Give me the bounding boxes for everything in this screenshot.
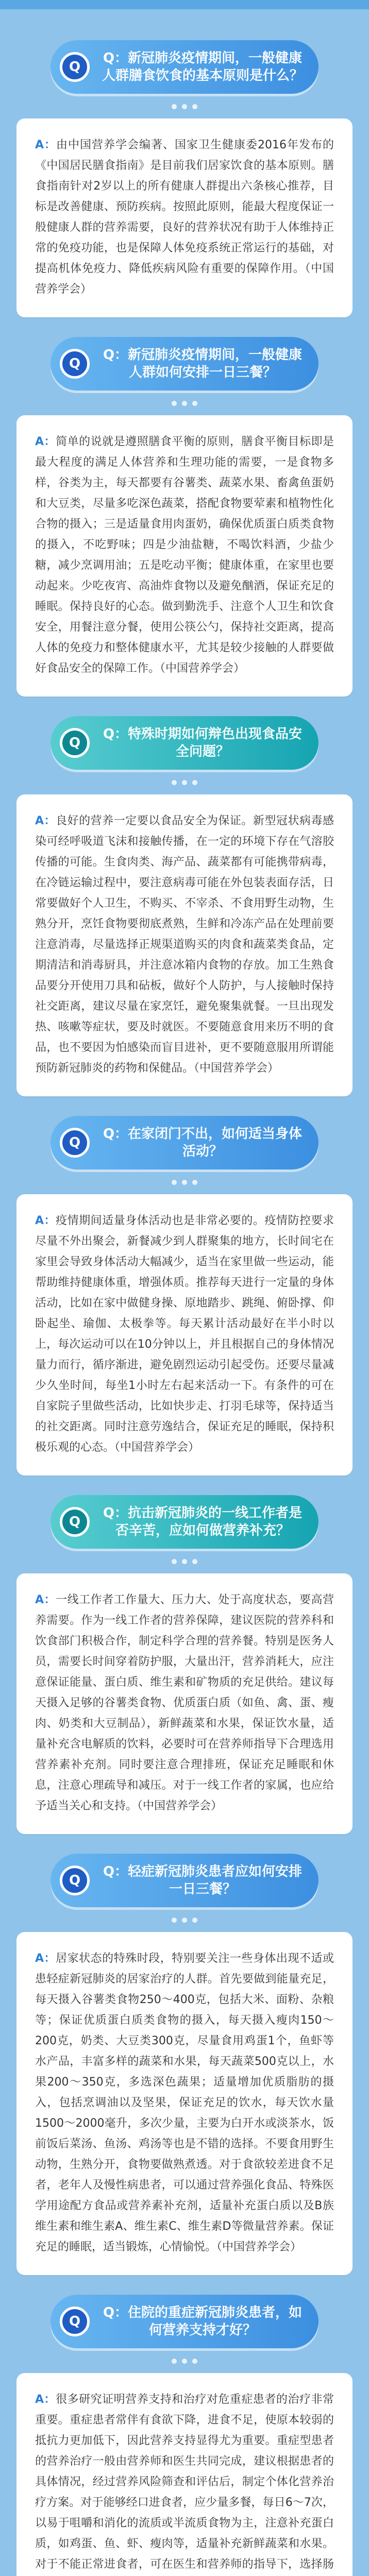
question-banner [51, 337, 318, 391]
question-banner [51, 1116, 318, 1170]
answer-prefix: A： [35, 139, 57, 151]
answer-text: 居家状态的特殊时段，特别要关注一些身体出现不适或患轻症新冠肺炎的居家治疗的人群。首先要做到能量充足，每天摄入谷薯类食物250～400克，包括大米、面粉、杂粮等；保证优质蛋白质类食物的摄入，每天摄入瘦肉150～200克，奶类、大豆类300克，尽量食用鸡蛋1个，鱼虾等水产品，丰富多样的蔬菜和水果，每天蔬菜500克以上，水果200～350克，多选深色蔬果；适量增加优质脂肪的摄入，包括烹调油以及坚果，保证充足的饮水，每天饮水量1500～2000毫升，多次少量，主要为白开水或淡茶水，饭前饭后菜汤、鱼汤、鸡汤等也是不错的选择。不要食用野生动物，生熟分开，食物要做熟煮透。对于食欲较差进食不足者，老年人及慢性病患者，可以通过营养强化食品、特殊医学用途配方食品或营养素补充剂，适量补充蛋白质以及B族维生素和维生素A、维生素C、维生素D等微量营养素。保证充足的睡眠，适当锻炼，心情愉悦。（中国营养学会） [35, 1952, 334, 2253]
question-badge-icon: Q [60, 1507, 90, 1537]
answer-card [16, 1932, 353, 2275]
question-badge-icon: Q [60, 349, 90, 379]
answer-prefix: A： [35, 815, 56, 827]
answer-card [16, 2373, 353, 2576]
question-text: Q：新冠肺炎疫情期间，一般健康人群膳食饮食的基本原则是什么？ [102, 50, 304, 83]
question-text: Q：在家闭门不出，如何适当身体活动？ [103, 1126, 303, 1159]
decor-dots [0, 104, 369, 109]
answer-prefix: A： [35, 1594, 56, 1606]
qa-section [0, 1495, 369, 1834]
question-banner [51, 40, 318, 94]
answer-text: 很多研究证明营养支持和治疗对危重症患者的治疗非常重要。重症患者常伴有食欲下降，进食不足，使原本较弱的抵抗力更加低下，因此营养支持显得尤为重要。重症型患者的营养治疗一般由营养师和医生共同完成，建议根据患者的具体情况，经过营养风险筛查和评估后，制定个体化营养治疗方案。对于能够经口进食者，应少量多餐，每日6～7次，以易于咀嚼和消化的流质或半流质食物为主，注意补充蛋白质，如鸡蛋、鱼、虾、瘦肉等，适量补充新鲜蔬菜和水果。对于不能正常进食者，可在医生和营养师的指导下，选择肠 [35, 2393, 334, 2571]
qa-section [0, 337, 369, 697]
answer-text: 良好的营养一定要以食品安全为保证。新型冠状病毒感染可经呼吸道飞沫和接触传播，在一定的环境下存在气溶胶传播的可能。生食肉类、海产品、蔬菜都有可能携带病毒，在冷链运输过程中，要注意病毒可能在外包装表面存活，日常要做好个人卫生，不购买、不宰杀、不食用野生动物，生熟分开，烹饪食物要彻底煮熟，生鲜和冷冻产品在处理前要注意消毒，尽量选择正规渠道购买的肉食和蔬菜类食品，定期清洁和消毒厨具，并注意冰箱内食物的存放。加工生熟食品要分开使用刀具和砧板，做好个人防护，与人接触时保持社交距离，建议尽量在家烹饪，避免聚集就餐。一旦出现发热、咳嗽等症状，要及时就医。不要随意食用来历不明的食品，也不要因为怕感染而盲目进补，更不要随意服用所谓能预防新冠肺炎的药物和保健品。（中国营养学会） [35, 815, 334, 1075]
decor-dots [0, 1559, 369, 1564]
answer-text: 简单的说就是遵照膳食平衡的原则，膳食平衡目标即是最大程度的满足人体营养和生理功能的需要，一是食物多样，谷类为主，每天都要有谷薯类、蔬菜水果、畜禽鱼蛋奶和大豆类，尽量多吃深色蔬菜，搭配食物要荤素和植物性化合物的摄入；三是适量食用肉蛋奶，确保优质蛋白质类食物的摄入，不吃野味；四是少油盐糖，不喝饮料酒，少盐少糖，减少烹调用油；五是吃动平衡；健康体重，在家里也要动起来。少吃夜宵、高油炸食物以及避免酗酒，保证充足的睡眠。保持良好的心态。做到勤洗手、注意个人卫生和饮食安全，用餐注意分餐，使用公筷公勺，保持社交距离，提高人体的免疫力和整体健康水平，尤其是较少接触的人群要做好食品安全的保障工作。（中国营养学会） [35, 435, 334, 675]
question-text: Q：抗击新冠肺炎的一线工作者是否辛苦，应如何做营养补充？ [103, 1505, 303, 1538]
answer-prefix: A： [35, 1214, 56, 1227]
answer-text: 由中国营养学会编著、国家卫生健康委2016年发布的《中国居民膳食指南》是目前我们居家饮食的基本原则。膳食指南针对2岁以上的所有健康人群提出六条核心推荐，目标是改善健康、预防疾病。按照此原则，能最大程度保证一般健康人群的营养需要，良好的营养状况有助于人体维持正常的免疫功能，也是保障人体免疫系统正常运行的基础，对提高机体免疫力、降低疾病风险有重要的保障作用。（中国营养学会） [35, 139, 334, 296]
decor-dots [0, 1180, 369, 1185]
question-badge-icon: Q [60, 52, 90, 82]
answer-card [16, 1194, 353, 1476]
qa-section [0, 2295, 369, 2576]
question-text: Q：轻症新冠肺炎患者应如何安排一日三餐？ [103, 1864, 303, 1897]
question-banner [51, 2295, 318, 2348]
qa-section [0, 1854, 369, 2275]
answer-text: 疫情期间适量身体活动也是非常必要的。疫情防控要求尽量不外出聚会，新餐减少到人群聚集的地方，长时间宅在家里会导致身体活动大幅减少，适当在家里做一些运动，能帮助维持健康体重，增强体质。推荐每天进行一定量的身体活动，比如在家中做健身操、原地踏步、跳绳、俯卧撑、仰卧起坐、瑜伽、太极拳等。每天累计活动最好在半小时以上，每次运动可以在10分钟以上，并且根据自己的身体情况量力而行，循序渐进，避免剧烈运动引起受伤。还要尽量减少久坐时间，每坐1小时左右起来活动一下。有条件的可在自家院子里做些活动，比如快步走、打羽毛球等，保持适当的社交距离。同时注意劳逸结合，保证充足的睡眠，保持积极乐观的心态。（中国营养学会） [35, 1214, 334, 1454]
top-strip [0, 0, 369, 9]
question-banner [51, 1854, 318, 1907]
decor-dots [0, 401, 369, 406]
answer-card [16, 1573, 353, 1834]
decor-dots [0, 2359, 369, 2364]
question-text: Q：新冠肺炎疫情期间，一般健康人群如何安排一日三餐？ [103, 347, 303, 380]
question-badge-icon: Q [60, 1128, 90, 1158]
qa-section [0, 40, 369, 317]
answer-card [16, 794, 353, 1096]
question-banner [51, 1495, 318, 1549]
decor-dots [0, 1918, 369, 1923]
qa-section [0, 716, 369, 1096]
answer-prefix: A： [35, 2393, 56, 2406]
question-banner [51, 716, 318, 770]
question-badge-icon: Q [60, 2307, 90, 2336]
answer-text: 一线工作者工作量大、压力大、处于高度状态，要高营养需要。作为一线工作者的营养保障，建议医院的营养科和饮食部门积极合作，制定科学合理的营养餐。特别是医务人员，需要长时间穿着防护服，大量出汗，营养消耗大，应注意保证能量、蛋白质、维生素和矿物质的充足供给。建议每天摄入足够的谷薯类食物、优质蛋白质（如鱼、禽、蛋、瘦肉、奶类和大豆制品），新鲜蔬菜和水果，保证饮水量，适量补充含电解质的饮料，必要时可在营养师指导下合理选用营养素补充剂。同时要注意合理排班，保证充足睡眠和休息，注意心理疏导和减压。对于一线工作者的家属，也应给予适当关心和支持。（中国营养学会） [35, 1594, 334, 1812]
qa-section [0, 1116, 369, 1476]
answer-prefix: A： [35, 1952, 56, 1965]
question-badge-icon: Q [60, 728, 90, 758]
question-badge-icon: Q [60, 1866, 90, 1895]
decor-dots [0, 780, 369, 785]
question-text: Q：特殊时期如何辩色出现食品安全问题？ [103, 726, 303, 759]
answer-card [16, 118, 353, 317]
answer-card [16, 415, 353, 697]
question-text: Q：住院的重症新冠肺炎患者，如何营养支持才好？ [103, 2305, 303, 2338]
answer-prefix: A： [35, 435, 56, 448]
